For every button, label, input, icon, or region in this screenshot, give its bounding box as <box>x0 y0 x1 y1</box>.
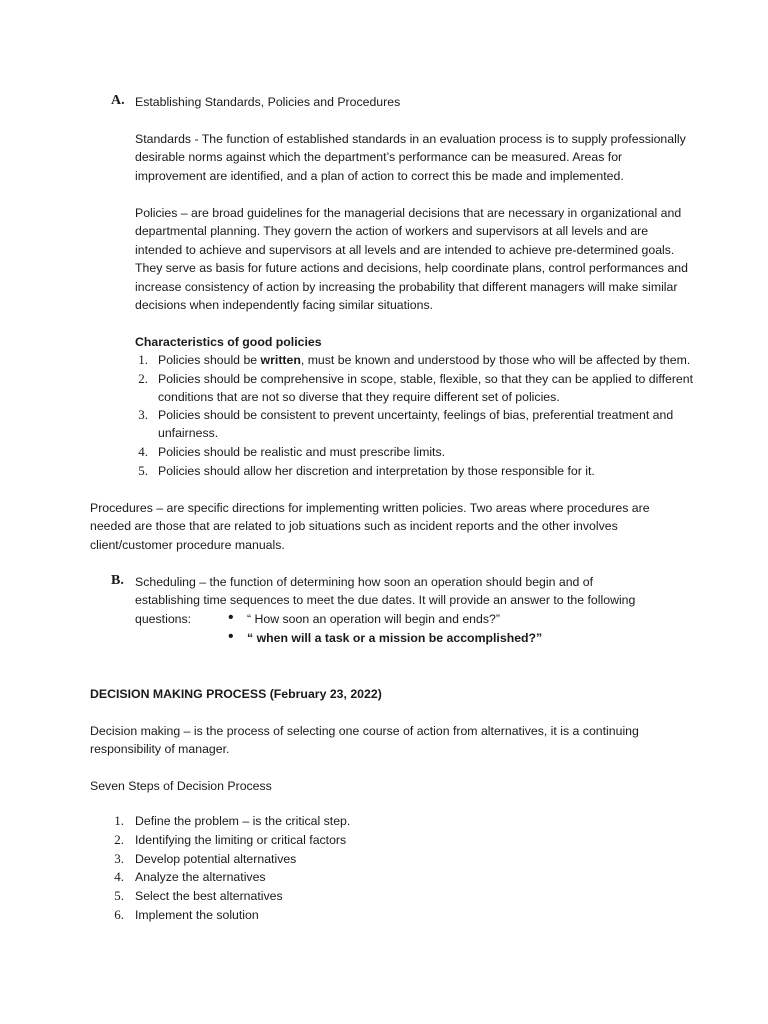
step-number: 1. <box>114 813 124 828</box>
decision-heading: DECISION MAKING PROCESS (February 23, 2022) <box>90 687 382 701</box>
list-item-number: 1. <box>138 352 148 367</box>
step-item: Analyze the alternatives <box>135 870 266 884</box>
scheduling-paragraph: Scheduling – the function of determining how soon an operation should begin and of establishing time sequences to meet the due dates. It will provide an answer to the following questions: <box>135 575 636 626</box>
list-item-text: , must be known and understood by those who will be affected by them. <box>300 353 691 367</box>
list-item: Policies should be comprehensive in scope, stable, flexible, so that they can be applied to different conditions that are not so diverse that they require different set of policies. <box>158 372 694 405</box>
step-item: Implement the solution <box>135 908 259 922</box>
list-item: Policies should be realistic and must prescribe limits. <box>158 445 446 459</box>
bullet-icon: • <box>228 628 234 645</box>
question-item: “ How soon an operation will begin and ends?” <box>247 612 500 626</box>
emphasis-written: written <box>260 353 301 367</box>
list-item-number: 3. <box>138 407 148 422</box>
decision-definition: Decision making – is the process of selecting one course of action from alternatives, it is a continuing responsibility of manager. <box>90 724 639 757</box>
step-number: 4. <box>114 869 124 884</box>
section-a-marker: A. <box>111 93 125 108</box>
list-item: Policies should allow her discretion and interpretation by those responsible for it. <box>158 464 595 478</box>
policies-paragraph: Policies – are broad guidelines for the managerial decisions that are necessary in organizational and departmental planning. They govern the action of workers and supervisors at all levels and are intended to achieve and supervisors at all levels and are intended to achieve pre-determined goals. They serve as basis for future actions and decisions, help coordinate plans, control performances and increase consistency of action by increasing the probability that different managers will make similar decisions when independently facing similar situations. <box>135 206 688 313</box>
step-number: 5. <box>114 888 124 903</box>
list-item-number: 5. <box>138 463 148 478</box>
list-item-number: 4. <box>138 444 148 459</box>
step-item: Define the problem – is the critical step. <box>135 814 351 828</box>
list-item-text: Policies should be <box>158 353 261 367</box>
list-item: Policies should be consistent to prevent uncertainty, feelings of bias, preferential treatment and unfairness. <box>158 408 674 441</box>
list-item <box>158 351 698 369</box>
step-item: Identifying the limiting or critical factors <box>135 833 347 847</box>
section-b-marker: B. <box>111 573 124 588</box>
bullet-icon: • <box>228 609 234 626</box>
standards-paragraph: Standards - The function of established standards in an evaluation process is to supply professionally desirable norms against which the department’s performance can be measured. Areas for improvement are identified, and a plan of action to correct this be made and implemented. <box>135 132 686 183</box>
step-item: Develop potential alternatives <box>135 852 297 866</box>
characteristics-heading: Characteristics of good policies <box>135 335 322 349</box>
section-a-heading: Establishing Standards, Policies and Procedures <box>135 95 401 109</box>
procedures-paragraph: Procedures – are specific directions for implementing written policies. Two areas where procedures are needed are those that are related to job situations such as incident reports and the other involves client/customer procedure manuals. <box>90 501 650 552</box>
question-item: “ when will a task or a mission be accomplished?” <box>247 631 543 645</box>
step-number: 3. <box>114 851 124 866</box>
step-number: 6. <box>114 907 124 922</box>
step-item: Select the best alternatives <box>135 889 283 903</box>
list-item-number: 2. <box>138 371 148 386</box>
step-number: 2. <box>114 832 124 847</box>
steps-heading: Seven Steps of Decision Process <box>90 779 272 793</box>
